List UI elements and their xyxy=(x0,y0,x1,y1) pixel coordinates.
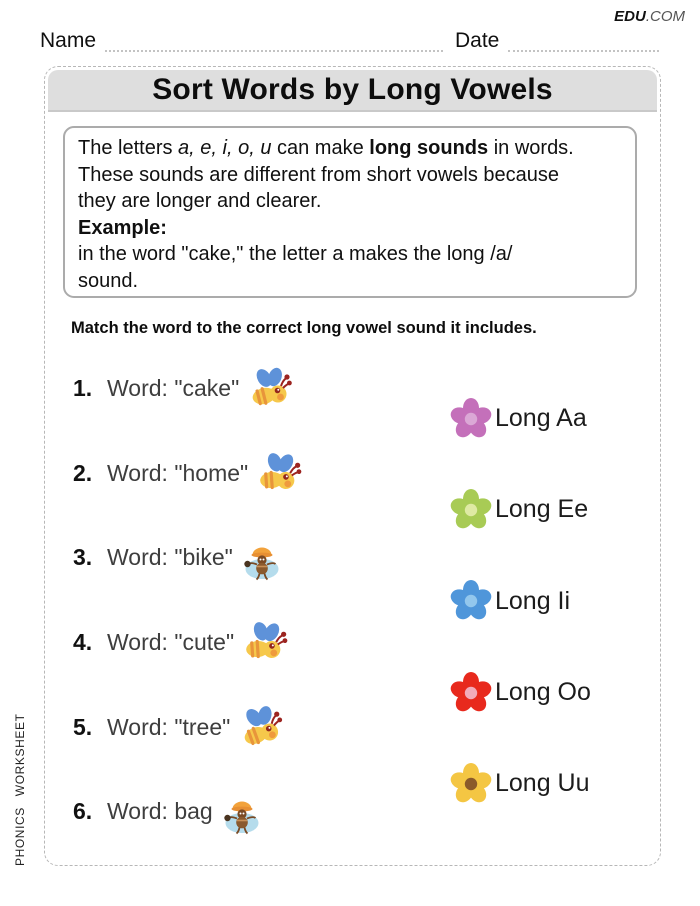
brand-logo-rest: .COM xyxy=(645,8,685,25)
vowel-option-label: Long Ii xyxy=(495,586,571,615)
word-label: Word: bag xyxy=(107,798,213,825)
word-number: 1. xyxy=(73,374,93,401)
vowel-option-long-ii[interactable] xyxy=(449,556,664,647)
word-number: 4. xyxy=(73,628,93,655)
word-label: Word: "bike" xyxy=(107,544,233,571)
task-instruction: Match the word to the correct long vowel sound it includes. xyxy=(71,319,537,337)
word-number: 6. xyxy=(73,798,93,825)
word-number: 5. xyxy=(73,713,93,740)
word-item-home[interactable] xyxy=(73,431,418,516)
word-number: 2. xyxy=(73,459,93,486)
instruction-vowel-letters: a, e, i, o, u xyxy=(178,137,272,159)
vowel-option-label: Long Oo xyxy=(495,678,591,707)
bug-helmet-icon xyxy=(220,795,264,837)
flower-icon xyxy=(449,579,493,623)
brand-logo xyxy=(614,8,685,25)
date-input-line[interactable] xyxy=(508,29,659,52)
vowel-option-long-oo[interactable] xyxy=(449,647,664,738)
instruction-lead: The letters xyxy=(78,137,179,159)
word-number: 3. xyxy=(73,544,93,571)
bee-icon xyxy=(252,448,305,497)
brand-logo-bold: EDU xyxy=(614,8,646,25)
name-input-line[interactable] xyxy=(105,29,443,52)
word-item-cute[interactable] xyxy=(73,600,418,685)
flower-icon xyxy=(449,397,493,441)
word-item-bike[interactable] xyxy=(73,515,418,600)
example-label: Example: xyxy=(78,216,167,239)
vowel-option-label: Long Aa xyxy=(495,404,587,433)
word-item-tree[interactable] xyxy=(73,685,418,770)
word-label: Word: "cake" xyxy=(107,374,240,401)
word-item-bag[interactable] xyxy=(73,769,418,854)
date-field xyxy=(455,29,659,52)
word-label: Word: "home" xyxy=(107,459,249,486)
title-band xyxy=(48,70,657,112)
word-label: Word: "tree" xyxy=(107,713,231,740)
word-list xyxy=(73,346,418,854)
name-field xyxy=(40,29,443,52)
bug-helmet-icon xyxy=(240,541,284,583)
bee-icon xyxy=(246,367,292,409)
page-title: Sort Words by Long Vowels xyxy=(152,73,553,106)
bee-icon xyxy=(235,704,285,751)
footer-vertical-label: PHONICS WORKSHEET xyxy=(13,713,27,866)
vowel-option-long-ee[interactable] xyxy=(449,464,664,555)
instruction-line2: These sounds are different from short vowels because xyxy=(78,163,559,186)
bee-icon xyxy=(238,618,291,667)
date-label: Date xyxy=(455,29,500,52)
word-item-cake[interactable] xyxy=(73,346,418,431)
vowel-option-label: Long Ee xyxy=(495,495,589,524)
flower-icon xyxy=(449,762,493,806)
example-line2: sound. xyxy=(78,269,139,292)
name-label: Name xyxy=(40,29,97,52)
vowel-option-long-aa[interactable] xyxy=(449,373,664,464)
flower-icon xyxy=(449,488,493,532)
instruction-emphasis: long sounds xyxy=(369,137,489,159)
instruction-mid: can make xyxy=(271,137,370,159)
vowel-option-list xyxy=(449,373,664,829)
flower-icon xyxy=(449,671,493,715)
vowel-option-label: Long Uu xyxy=(495,769,590,798)
worksheet-card xyxy=(44,66,661,866)
example-line1: in the word "cake," the letter a makes the long /a/ xyxy=(78,243,513,265)
instruction-box xyxy=(63,126,637,298)
vowel-option-long-uu[interactable] xyxy=(449,738,664,829)
word-label: Word: "cute" xyxy=(107,628,235,655)
instruction-end: in words. xyxy=(488,137,574,159)
instruction-line3: they are longer and clearer. xyxy=(78,190,322,212)
